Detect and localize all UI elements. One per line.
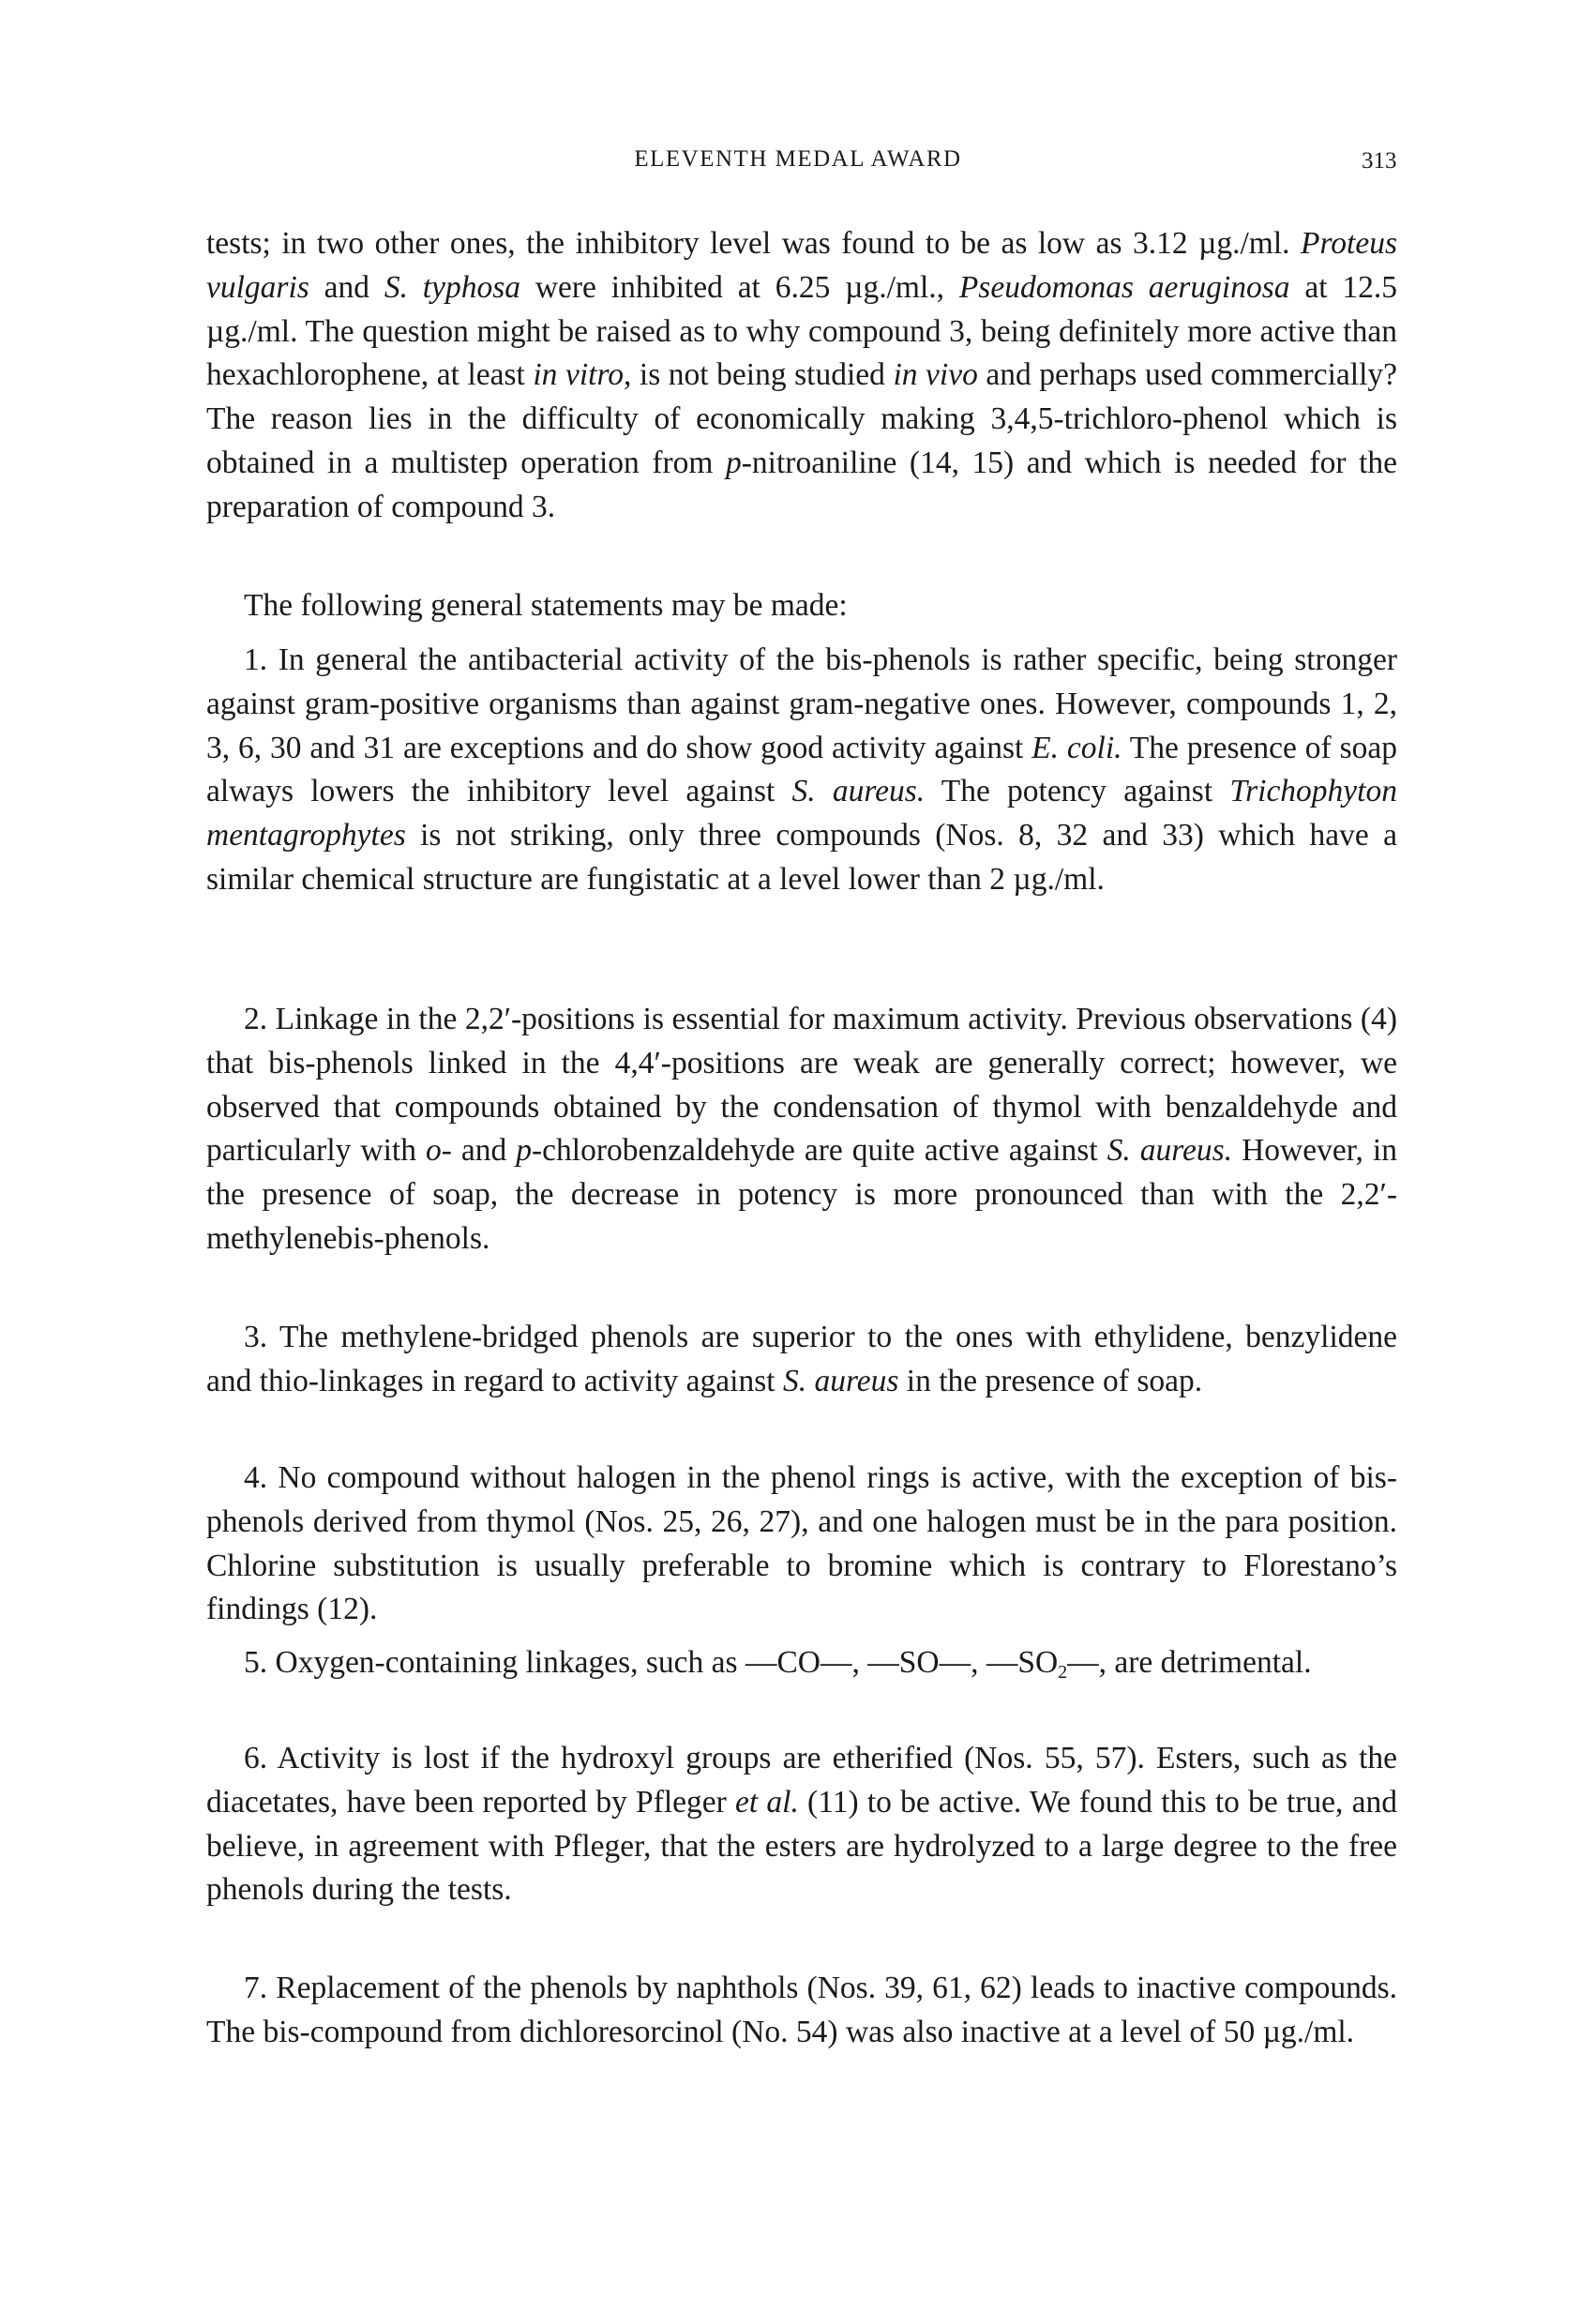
italic-text: E. coli.: [1031, 730, 1122, 765]
text-run: -nitroaniline (14, 15) and which is needed for the preparation of compound 3.: [206, 445, 1398, 524]
italic-text: et al.: [735, 1784, 799, 1820]
statement-2: [206, 998, 1397, 1261]
text-run: and: [309, 269, 384, 305]
italic-text: Trichophyton mentagrophytes: [206, 774, 1397, 853]
text-run: at 12.5 µg./ml. The question might be raised as to why compound 3, being definitely more active than hexachlorophene, at least: [206, 269, 1397, 393]
text-run: tests; in two other ones, the inhibitory level was found to be as low as 3.12 µg./ml.: [206, 226, 1302, 261]
italic-text: Proteus vulgaris: [206, 226, 1397, 305]
text-run: were inhibited at 6.25 µg./ml.,: [520, 269, 959, 305]
text-run: (11) to be active. We found this to be true, and believe, in agreement with Pfleger, that the esters are hydrolyzed to a large degree to the free phenols during the tests.: [206, 1784, 1398, 1908]
italic-text: in vitro: [533, 357, 624, 393]
statement-6: [206, 1737, 1397, 1912]
italic-text: S. typhosa: [384, 269, 521, 305]
statement-3: [206, 1316, 1397, 1404]
text-run: in the presence of soap.: [898, 1363, 1203, 1398]
text-run: is not striking, only three compounds (Nos. 8, 32 and 33) which have a similar chemical structure are fungistatic at a level lower than 2 µg./ml.: [206, 818, 1397, 897]
page-number: 313: [1362, 148, 1397, 174]
text-run: The presence of soap always lowers the inhibitory level against: [206, 730, 1397, 809]
paragraph-continued: [206, 222, 1397, 530]
paragraph-intro-statements: [206, 584, 1397, 628]
statement-1: [206, 639, 1397, 902]
italic-text: o: [425, 1133, 442, 1169]
text-run: -chlorobenzaldehyde are quite active against: [532, 1133, 1107, 1169]
statement-5: [206, 1641, 1397, 1685]
statement-7: [206, 1967, 1397, 2055]
italic-text: Pseudomonas aeruginosa: [958, 269, 1290, 305]
italic-text: S. aureus.: [1107, 1133, 1233, 1169]
text-run: —, are detrimental.: [1067, 1645, 1312, 1680]
text-run: , is not being studied: [624, 357, 894, 393]
italic-text: in vivo: [893, 357, 978, 393]
text-run: 5. Oxygen-containing linkages, such as —CO—, —SO—, —SO: [244, 1645, 1059, 1680]
italic-text: S. aureus.: [791, 774, 926, 809]
text-run: 3. The methylene-bridged phenols are superior to the ones with ethylidene, benzylidene and thio-linkages in regard to activity against: [206, 1320, 1397, 1398]
text-run: The following general statements may be made:: [244, 588, 848, 623]
statement-4: [206, 1457, 1397, 1632]
italic-text: p: [516, 1133, 532, 1169]
subscript: 2: [1058, 1662, 1068, 1683]
text-run: - and: [441, 1133, 517, 1169]
text-run: 4. No compound without halogen in the phenol rings is active, with the exception of bis-phenols derived from thymol (Nos. 25, 26, 27), and one halogen must be in the para position. Chlorine substitution is usually preferable to bromine which is contrary to Florestano’s findings (12).: [206, 1460, 1397, 1627]
text-run: 7. Replacement of the phenols by naphthols (Nos. 39, 61, 62) leads to inactive compounds. The bis-compound from dichloresorcinol (No. 54) was also inactive at a level of 50 µg./ml.: [206, 1971, 1397, 2049]
text-run: The potency against: [925, 774, 1230, 809]
text-run: 2. Linkage in the 2,2′-positions is essential for maximum activity. Previous observations (4) that bis-phenols linked in the 4,4′-positions are weak are generally correct; however, we observed that compounds obtained by the condensation of thymol with benzaldehyde and particularly with: [206, 1002, 1397, 1169]
text-run: and perhaps used commercially? The reason lies in the difficulty of economically making 3,4,5-trichloro-phenol which is obtained in a multistep operation from: [206, 357, 1397, 480]
text-run: 1. In general the antibacterial activity of the bis-phenols is rather specific, being stronger against gram-positive organisms than against gram-negative ones. However, compounds 1, 2, 3, 6, 30 and 31 are exceptions and do show good activity against: [206, 642, 1397, 765]
running-title: ELEVENTH MEDAL AWARD: [634, 146, 962, 172]
italic-text: S. aureus: [782, 1363, 899, 1398]
text-run: 6. Activity is lost if the hydroxyl groups are etherified (Nos. 55, 57). Esters, such as the diacetates, have been reported by Pfleger: [206, 1741, 1397, 1820]
italic-text: p: [726, 445, 742, 480]
text-run: However, in the presence of soap, the decrease in potency is more pronounced than with the 2,2′-methylenebis-phenols.: [206, 1133, 1397, 1256]
